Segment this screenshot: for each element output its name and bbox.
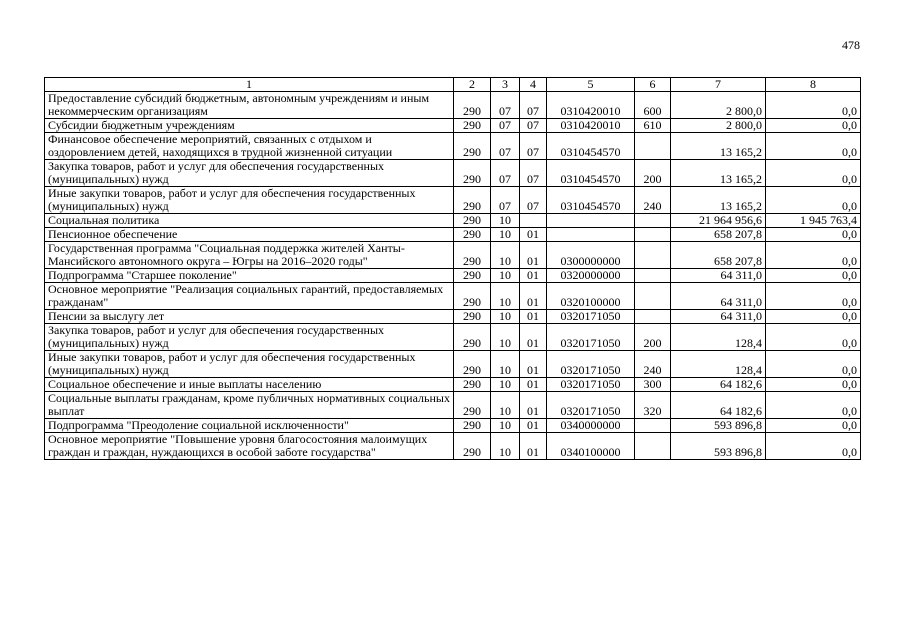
subsection-code-cell: [520, 214, 547, 228]
admin-code-cell: 290: [454, 119, 491, 133]
expense-type-cell: 300: [635, 378, 671, 392]
subsection-code-cell: 07: [520, 119, 547, 133]
target-article-cell: 0310454570: [547, 133, 635, 160]
section-code-cell: 07: [491, 187, 520, 214]
amount-cell: 64 182,6: [671, 392, 766, 419]
subsection-code-cell: 01: [520, 269, 547, 283]
section-code-cell: 10: [491, 214, 520, 228]
table-row: [45, 133, 861, 160]
table-row: [45, 392, 861, 419]
column-header: 3: [491, 78, 520, 92]
expense-type-cell: 600: [635, 92, 671, 119]
admin-code-cell: 290: [454, 133, 491, 160]
amount-cell: 64 311,0: [671, 283, 766, 310]
target-article-cell: 0310454570: [547, 160, 635, 187]
amount-cell: 128,4: [671, 351, 766, 378]
subsection-code-cell: 07: [520, 160, 547, 187]
amount-subventions-cell: 0,0: [766, 324, 861, 351]
table-row: [45, 419, 861, 433]
table-row: [45, 310, 861, 324]
admin-code-cell: 290: [454, 433, 491, 460]
amount-subventions-cell: 0,0: [766, 310, 861, 324]
section-code-cell: 10: [491, 269, 520, 283]
table-row: [45, 324, 861, 351]
admin-code-cell: 290: [454, 419, 491, 433]
admin-code-cell: 290: [454, 378, 491, 392]
amount-cell: 128,4: [671, 324, 766, 351]
item-name-cell: Социальная политика: [45, 214, 454, 228]
expense-type-cell: 200: [635, 160, 671, 187]
subsection-code-cell: 01: [520, 351, 547, 378]
expense-type-cell: [635, 242, 671, 269]
section-code-cell: 07: [491, 160, 520, 187]
section-code-cell: 10: [491, 433, 520, 460]
admin-code-cell: 290: [454, 392, 491, 419]
column-header: 7: [671, 78, 766, 92]
section-code-cell: 10: [491, 283, 520, 310]
expense-type-cell: 320: [635, 392, 671, 419]
table-row: [45, 228, 861, 242]
amount-cell: 64 311,0: [671, 269, 766, 283]
item-name-cell: Закупка товаров, работ и услуг для обеспечения государственных (муниципальных) нужд: [45, 160, 454, 187]
section-code-cell: 10: [491, 324, 520, 351]
item-name-cell: Финансовое обеспечение мероприятий, связанных с отдыхом и оздоровлением детей, находящихся в трудной жизненной ситуации: [45, 133, 454, 160]
amount-subventions-cell: 0,0: [766, 433, 861, 460]
subsection-code-cell: 07: [520, 92, 547, 119]
table-row: [45, 160, 861, 187]
column-header: 8: [766, 78, 861, 92]
subsection-code-cell: 01: [520, 433, 547, 460]
item-name-cell: Социальное обеспечение и иные выплаты населению: [45, 378, 454, 392]
section-code-cell: 07: [491, 133, 520, 160]
amount-subventions-cell: 0,0: [766, 160, 861, 187]
table-body: [45, 78, 861, 460]
item-name-cell: Пенсионное обеспечение: [45, 228, 454, 242]
table-row: [45, 187, 861, 214]
admin-code-cell: 290: [454, 351, 491, 378]
target-article-cell: [547, 228, 635, 242]
item-name-cell: Подпрограмма "Старшее поколение": [45, 269, 454, 283]
expense-type-cell: [635, 419, 671, 433]
target-article-cell: 0310420010: [547, 92, 635, 119]
target-article-cell: 0300000000: [547, 242, 635, 269]
section-code-cell: 07: [491, 119, 520, 133]
amount-subventions-cell: 0,0: [766, 392, 861, 419]
expense-type-cell: 240: [635, 187, 671, 214]
amount-cell: 593 896,8: [671, 433, 766, 460]
amount-subventions-cell: 1 945 763,4: [766, 214, 861, 228]
amount-subventions-cell: 0,0: [766, 378, 861, 392]
subsection-code-cell: 01: [520, 283, 547, 310]
target-article-cell: 0320171050: [547, 324, 635, 351]
item-name-cell: Предоставление субсидий бюджетным, автономным учреждениям и иным некоммерческим организациям: [45, 92, 454, 119]
admin-code-cell: 290: [454, 242, 491, 269]
column-header: 5: [547, 78, 635, 92]
amount-subventions-cell: 0,0: [766, 187, 861, 214]
amount-subventions-cell: 0,0: [766, 119, 861, 133]
table-row: [45, 433, 861, 460]
amount-cell: 2 800,0: [671, 92, 766, 119]
subsection-code-cell: 01: [520, 419, 547, 433]
amount-cell: 64 311,0: [671, 310, 766, 324]
amount-subventions-cell: 0,0: [766, 92, 861, 119]
admin-code-cell: 290: [454, 310, 491, 324]
item-name-cell: Подпрограмма "Преодоление социальной исключенности": [45, 419, 454, 433]
subsection-code-cell: 07: [520, 187, 547, 214]
table-row: [45, 242, 861, 269]
section-code-cell: 10: [491, 419, 520, 433]
table-row: [45, 214, 861, 228]
table-row: [45, 92, 861, 119]
table-row: [45, 351, 861, 378]
admin-code-cell: 290: [454, 283, 491, 310]
section-code-cell: 10: [491, 242, 520, 269]
item-name-cell: Социальные выплаты гражданам, кроме публичных нормативных социальных выплат: [45, 392, 454, 419]
expense-type-cell: [635, 310, 671, 324]
section-code-cell: 10: [491, 378, 520, 392]
admin-code-cell: 290: [454, 187, 491, 214]
target-article-cell: 0340000000: [547, 419, 635, 433]
subsection-code-cell: 01: [520, 228, 547, 242]
item-name-cell: Иные закупки товаров, работ и услуг для обеспечения государственных (муниципальных) нужд: [45, 187, 454, 214]
expense-type-cell: 610: [635, 119, 671, 133]
section-code-cell: 10: [491, 392, 520, 419]
item-name-cell: Государственная программа "Социальная поддержка жителей Ханты-Мансийского автономного округа – Югры на 2016–2020 годы": [45, 242, 454, 269]
item-name-cell: Субсидии бюджетным учреждениям: [45, 119, 454, 133]
section-code-cell: 10: [491, 310, 520, 324]
expense-type-cell: [635, 133, 671, 160]
subsection-code-cell: 01: [520, 242, 547, 269]
amount-subventions-cell: 0,0: [766, 269, 861, 283]
section-code-cell: 10: [491, 228, 520, 242]
target-article-cell: 0310454570: [547, 187, 635, 214]
item-name-cell: Пенсии за выслугу лет: [45, 310, 454, 324]
column-header: 4: [520, 78, 547, 92]
amount-cell: 13 165,2: [671, 187, 766, 214]
amount-cell: 658 207,8: [671, 242, 766, 269]
item-name-cell: Основное мероприятие "Реализация социальных гарантий, предоставляемых гражданам": [45, 283, 454, 310]
table-row: [45, 283, 861, 310]
subsection-code-cell: 01: [520, 324, 547, 351]
item-name-cell: Закупка товаров, работ и услуг для обеспечения государственных (муниципальных) нужд: [45, 324, 454, 351]
column-header: 1: [45, 78, 454, 92]
amount-cell: 658 207,8: [671, 228, 766, 242]
expense-type-cell: 240: [635, 351, 671, 378]
amount-subventions-cell: 0,0: [766, 228, 861, 242]
amount-subventions-cell: 0,0: [766, 283, 861, 310]
target-article-cell: 0320000000: [547, 269, 635, 283]
amount-cell: 2 800,0: [671, 119, 766, 133]
item-name-cell: Основное мероприятие "Повышение уровня благосостояния малоимущих граждан и граждан, нуждающихся в особой заботе государства": [45, 433, 454, 460]
subsection-code-cell: 07: [520, 133, 547, 160]
expense-type-cell: [635, 283, 671, 310]
column-header: 2: [454, 78, 491, 92]
target-article-cell: 0340100000: [547, 433, 635, 460]
target-article-cell: 0320171050: [547, 378, 635, 392]
target-article-cell: 0320100000: [547, 283, 635, 310]
target-article-cell: 0320171050: [547, 310, 635, 324]
admin-code-cell: 290: [454, 324, 491, 351]
amount-subventions-cell: 0,0: [766, 351, 861, 378]
subsection-code-cell: 01: [520, 378, 547, 392]
target-article-cell: 0310420010: [547, 119, 635, 133]
budget-table: [44, 77, 861, 460]
section-code-cell: 10: [491, 351, 520, 378]
subsection-code-cell: 01: [520, 392, 547, 419]
admin-code-cell: 290: [454, 228, 491, 242]
item-name-cell: Иные закупки товаров, работ и услуг для обеспечения государственных (муниципальных) нужд: [45, 351, 454, 378]
expense-type-cell: [635, 269, 671, 283]
admin-code-cell: 290: [454, 269, 491, 283]
expense-type-cell: 200: [635, 324, 671, 351]
amount-cell: 13 165,2: [671, 133, 766, 160]
amount-subventions-cell: 0,0: [766, 419, 861, 433]
amount-cell: 64 182,6: [671, 378, 766, 392]
subsection-code-cell: 01: [520, 310, 547, 324]
table-row: [45, 269, 861, 283]
amount-subventions-cell: 0,0: [766, 242, 861, 269]
page-number: 478: [842, 38, 860, 52]
admin-code-cell: 290: [454, 92, 491, 119]
admin-code-cell: 290: [454, 160, 491, 187]
table-row: [45, 378, 861, 392]
target-article-cell: 0320171050: [547, 351, 635, 378]
section-code-cell: 07: [491, 92, 520, 119]
column-header: 6: [635, 78, 671, 92]
expense-type-cell: [635, 228, 671, 242]
expense-type-cell: [635, 433, 671, 460]
table-header-row: [45, 78, 861, 92]
amount-cell: 13 165,2: [671, 160, 766, 187]
target-article-cell: 0320171050: [547, 392, 635, 419]
target-article-cell: [547, 214, 635, 228]
table-row: [45, 119, 861, 133]
amount-cell: 21 964 956,6: [671, 214, 766, 228]
amount-subventions-cell: 0,0: [766, 133, 861, 160]
amount-cell: 593 896,8: [671, 419, 766, 433]
admin-code-cell: 290: [454, 214, 491, 228]
expense-type-cell: [635, 214, 671, 228]
